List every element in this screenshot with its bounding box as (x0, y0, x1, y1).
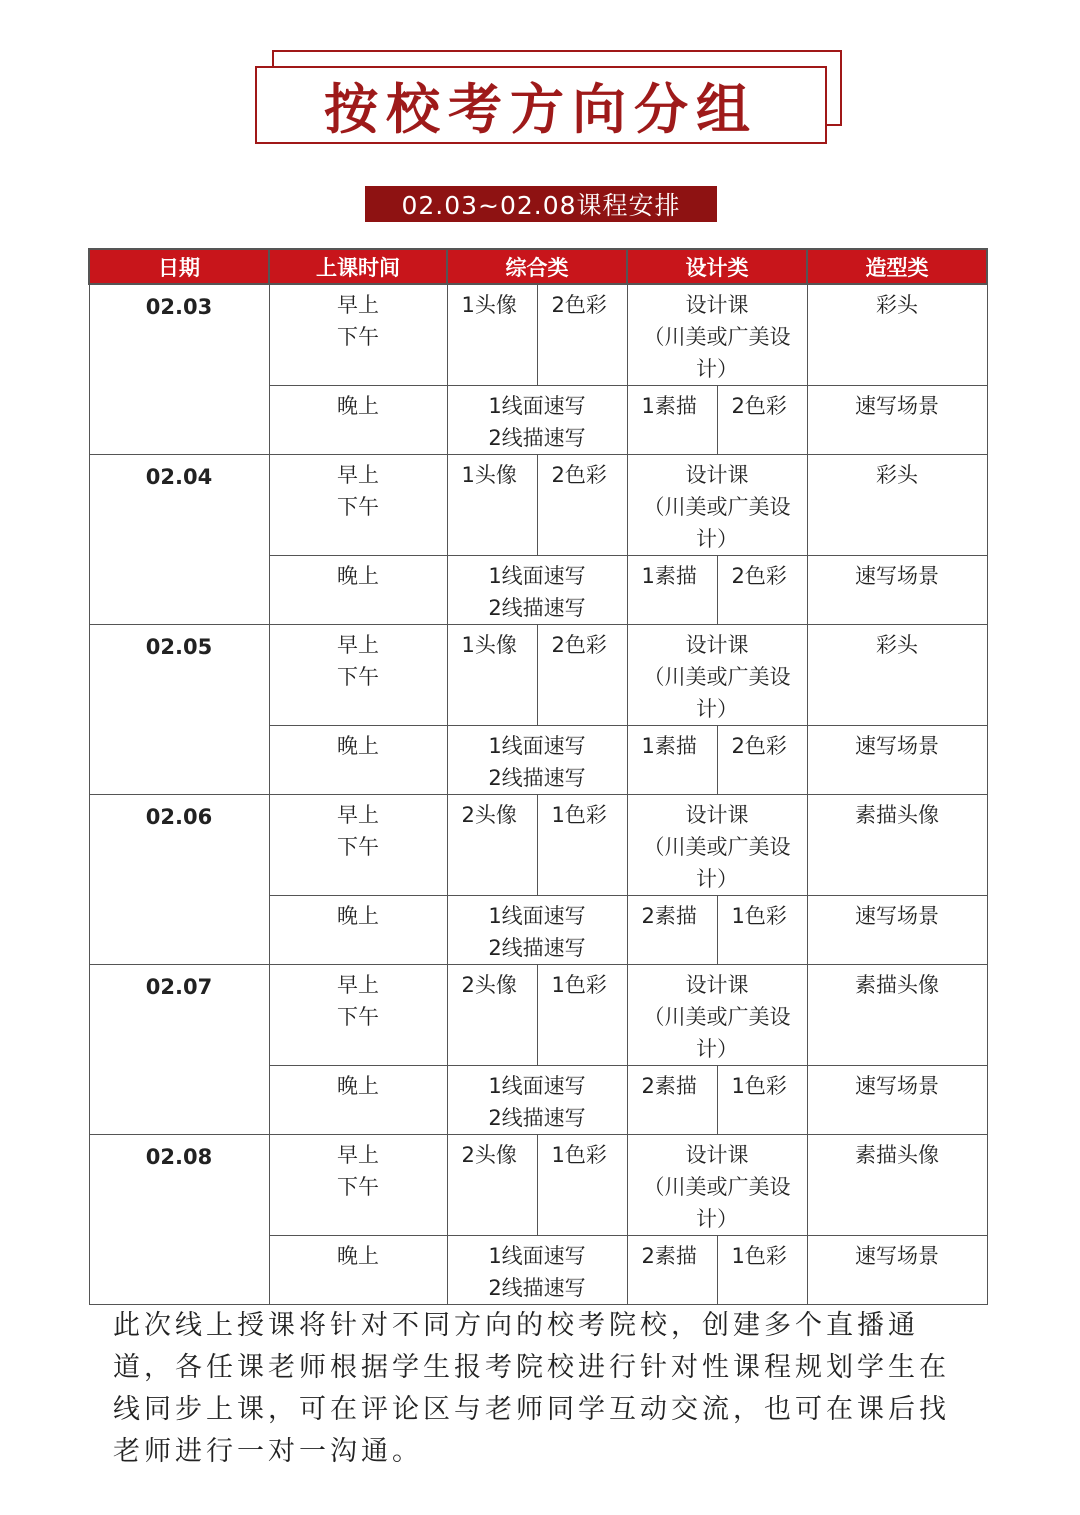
table-row (89, 1135, 987, 1236)
comprehensive-line-2: 2线描速写 (488, 936, 586, 960)
modeling-evening-cell: 速写场景 (807, 896, 987, 965)
design-line-3: 计） (696, 1037, 738, 1061)
design-line-1: 设计课 (685, 1143, 749, 1167)
table-row (89, 455, 987, 556)
time-morning: 早上 (337, 973, 379, 997)
table-row (89, 795, 987, 896)
comprehensive-cell-1: 2头像 (447, 795, 537, 896)
modeling-evening-cell: 速写场景 (807, 386, 987, 455)
design-line-3: 计） (696, 697, 738, 721)
design-line-1: 设计课 (685, 803, 749, 827)
comprehensive-line-2: 2线描速写 (488, 766, 586, 790)
comprehensive-line-2: 2线描速写 (488, 596, 586, 620)
table-row (89, 965, 987, 1066)
design-cell (627, 625, 807, 726)
comprehensive-evening-cell (447, 896, 627, 965)
comprehensive-line-1: 1线面速写 (488, 734, 586, 758)
date-cell: 02.07 (89, 965, 269, 1135)
modeling-evening-cell: 速写场景 (807, 726, 987, 795)
design-evening-cell-1: 2素描 (627, 1236, 717, 1305)
time-cell (269, 795, 447, 896)
design-line-1: 设计课 (685, 293, 749, 317)
design-evening-cell-1: 2素描 (627, 896, 717, 965)
table-row (89, 284, 987, 386)
comprehensive-cell-2: 2色彩 (537, 455, 627, 556)
design-evening-cell-2: 1色彩 (717, 896, 807, 965)
comprehensive-line-2: 2线描速写 (488, 426, 586, 450)
design-evening-cell-2: 2色彩 (717, 726, 807, 795)
design-evening-cell-2: 2色彩 (717, 556, 807, 625)
title-frame (255, 50, 845, 145)
schedule-body (89, 284, 987, 1305)
time-evening: 晚上 (269, 726, 447, 795)
design-line-1: 设计课 (685, 633, 749, 657)
design-evening-cell-1: 1素描 (627, 726, 717, 795)
comprehensive-cell-2: 2色彩 (537, 625, 627, 726)
time-cell (269, 625, 447, 726)
design-evening-cell-1: 1素描 (627, 386, 717, 455)
modeling-cell: 素描头像 (807, 1135, 987, 1236)
date-cell: 02.08 (89, 1135, 269, 1305)
date-cell: 02.03 (89, 284, 269, 455)
comprehensive-line-2: 2线描速写 (488, 1276, 586, 1300)
design-line-2: （川美或广美设 (643, 665, 791, 689)
time-evening: 晚上 (269, 1236, 447, 1305)
design-evening-cell-1: 1素描 (627, 556, 717, 625)
comprehensive-cell-2: 2色彩 (537, 284, 627, 386)
modeling-cell: 彩头 (807, 284, 987, 386)
design-evening-cell-2: 2色彩 (717, 386, 807, 455)
time-cell (269, 1135, 447, 1236)
comprehensive-cell-1: 1头像 (447, 284, 537, 386)
time-afternoon: 下午 (337, 1005, 379, 1029)
comprehensive-evening-cell (447, 1236, 627, 1305)
time-morning: 早上 (337, 463, 379, 487)
time-evening: 晚上 (269, 556, 447, 625)
comprehensive-cell-1: 2头像 (447, 965, 537, 1066)
design-cell (627, 965, 807, 1066)
page-title: 按校考方向分组 (324, 76, 758, 141)
design-line-3: 计） (696, 527, 738, 551)
time-cell (269, 455, 447, 556)
design-cell (627, 795, 807, 896)
comprehensive-evening-cell (447, 556, 627, 625)
design-line-1: 设计课 (685, 463, 749, 487)
time-afternoon: 下午 (337, 1175, 379, 1199)
comprehensive-cell-2: 1色彩 (537, 965, 627, 1066)
design-line-3: 计） (696, 867, 738, 891)
header-design: 设计类 (627, 249, 807, 284)
comprehensive-cell-2: 1色彩 (537, 795, 627, 896)
time-morning: 早上 (337, 633, 379, 657)
comprehensive-evening-cell (447, 726, 627, 795)
date-cell: 02.04 (89, 455, 269, 625)
design-line-2: （川美或广美设 (643, 1005, 791, 1029)
comprehensive-line-1: 1线面速写 (488, 1244, 586, 1268)
time-afternoon: 下午 (337, 325, 379, 349)
comprehensive-cell-1: 2头像 (447, 1135, 537, 1236)
comprehensive-line-1: 1线面速写 (488, 904, 586, 928)
design-line-3: 计） (696, 1207, 738, 1231)
time-evening: 晚上 (269, 386, 447, 455)
time-afternoon: 下午 (337, 665, 379, 689)
header-modeling: 造型类 (807, 249, 987, 284)
time-morning: 早上 (337, 803, 379, 827)
design-line-2: （川美或广美设 (643, 835, 791, 859)
modeling-cell: 彩头 (807, 625, 987, 726)
comprehensive-cell-1: 1头像 (447, 455, 537, 556)
comprehensive-cell-2: 1色彩 (537, 1135, 627, 1236)
comprehensive-evening-cell (447, 386, 627, 455)
design-line-3: 计） (696, 357, 738, 381)
time-evening: 晚上 (269, 1066, 447, 1135)
comprehensive-evening-cell (447, 1066, 627, 1135)
schedule-subtitle: 02.03~02.08课程安排 (365, 186, 717, 222)
comprehensive-cell-1: 1头像 (447, 625, 537, 726)
modeling-evening-cell: 速写场景 (807, 556, 987, 625)
header-time: 上课时间 (269, 249, 447, 284)
comprehensive-line-1: 1线面速写 (488, 1074, 586, 1098)
date-cell: 02.06 (89, 795, 269, 965)
time-morning: 早上 (337, 293, 379, 317)
date-cell: 02.05 (89, 625, 269, 795)
design-line-2: （川美或广美设 (643, 325, 791, 349)
comprehensive-line-2: 2线描速写 (488, 1106, 586, 1130)
modeling-cell: 素描头像 (807, 965, 987, 1066)
time-cell (269, 284, 447, 386)
design-evening-cell-2: 1色彩 (717, 1066, 807, 1135)
design-cell (627, 284, 807, 386)
modeling-evening-cell: 速写场景 (807, 1066, 987, 1135)
design-line-1: 设计课 (685, 973, 749, 997)
design-line-2: （川美或广美设 (643, 1175, 791, 1199)
header-date: 日期 (89, 249, 269, 284)
modeling-cell: 素描头像 (807, 795, 987, 896)
header-comprehensive: 综合类 (447, 249, 627, 284)
design-line-2: （川美或广美设 (643, 495, 791, 519)
table-header-row (89, 249, 987, 284)
modeling-cell: 彩头 (807, 455, 987, 556)
title-box (255, 66, 827, 144)
time-cell (269, 965, 447, 1066)
design-cell (627, 455, 807, 556)
time-afternoon: 下午 (337, 495, 379, 519)
design-cell (627, 1135, 807, 1236)
time-morning: 早上 (337, 1143, 379, 1167)
schedule-table (88, 248, 988, 1305)
table-row (89, 625, 987, 726)
time-evening: 晚上 (269, 896, 447, 965)
comprehensive-line-1: 1线面速写 (488, 394, 586, 418)
time-afternoon: 下午 (337, 835, 379, 859)
design-evening-cell-1: 2素描 (627, 1066, 717, 1135)
description-paragraph: 此次线上授课将针对不同方向的校考院校，创建多个直播通道，各任课老师根据学生报考院校进行针对性课程规划学生在线同步上课，可在评论区与老师同学互动交流，也可在课后找老师进行一对一沟通。 (113, 1310, 950, 1467)
design-evening-cell-2: 1色彩 (717, 1236, 807, 1305)
comprehensive-line-1: 1线面速写 (488, 564, 586, 588)
modeling-evening-cell: 速写场景 (807, 1236, 987, 1305)
